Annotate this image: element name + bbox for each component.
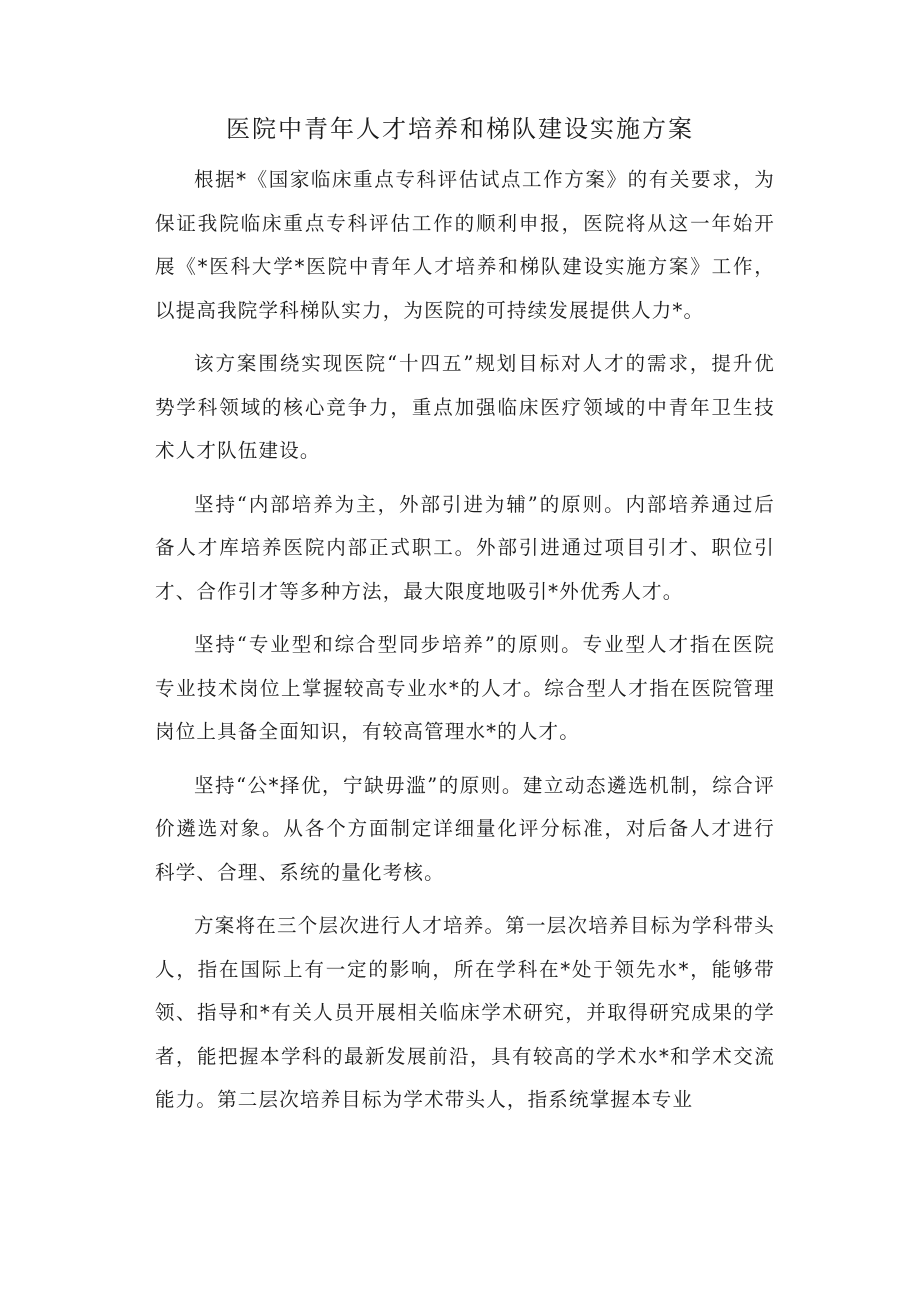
- document-body: [155, 158, 775, 1132]
- paragraph-6: 方案将在三个层次进行人才培养。第一层次培养目标为学科带头人，指在国际上有一定的影响，所在学科在*处于领先水*，能够带领、指导和*有关人员开展相关临床学术研究，并取得研究成果的学者，能把握本学科的最新发展前沿，具有较高的学术水*和学术交流能力。第二层次培养目标为学术带头人，指系统掌握本专业: [155, 914, 775, 1111]
- document-title: 医院中青年人才培养和梯队建设实施方案: [226, 115, 694, 143]
- paragraph-2: 该方案围绕实现医院“十四五”规划目标对人才的需求，提升优势学科领域的核心竞争力，重点加强临床医疗领域的中青年卫生技术人才队伍建设。: [155, 352, 775, 462]
- paragraph-1: 根据*《国家临床重点专科评估试点工作方案》的有关要求，为保证我院临床重点专科评估工作的顺利申报，医院将从这一年始开展《*医科大学*医院中青年人才培养和梯队建设实施方案》工作，以提高我院学科梯队实力，为医院的可持续发展提供人力*。: [155, 168, 775, 322]
- paragraph-3: 坚持“内部培养为主，外部引进为辅”的原则。内部培养通过后备人才库培养医院内部正式职工。外部引进通过项目引才、职位引才、合作引才等多种方法，最大限度地吸引*外优秀人才。: [155, 492, 775, 603]
- paragraph-4: 坚持“专业型和综合型同步培养”的原则。专业型人才指在医院专业技术岗位上掌握较高专业水*的人才。综合型人才指在医院管理岗位上具备全面知识，有较高管理水*的人才。: [155, 633, 775, 743]
- paragraph-5: 坚持“公*择优，宁缺毋滥”的原则。建立动态遴选机制，综合评价遴选对象。从各个方面制定详细量化评分标准，对后备人才进行科学、合理、系统的量化考核。: [155, 773, 775, 884]
